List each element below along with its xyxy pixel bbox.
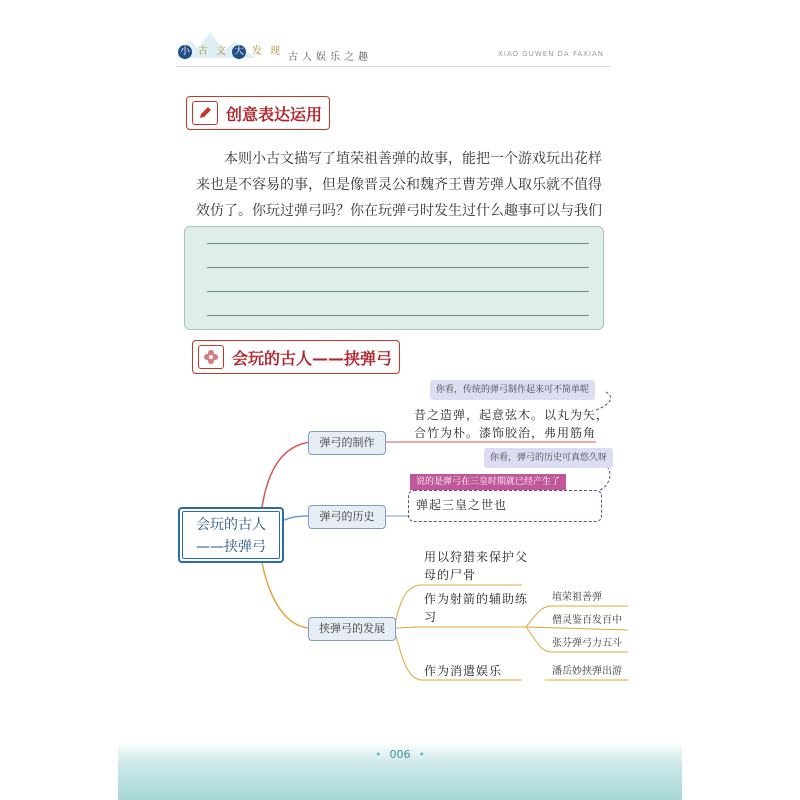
development-item: 母的尸骨 — [424, 568, 477, 582]
development-item: 习 — [424, 610, 438, 624]
comment-bubble-making: 你看，传统的弹弓制作起来可不简单呢 — [430, 380, 595, 400]
development-leaf: 潘岳妙挟弹出游 — [552, 666, 622, 677]
development-leaf: 埴荣祖善弹 — [552, 592, 602, 603]
branch-development: 挟弹弓的发展 — [308, 617, 396, 641]
series-char: 小 — [180, 46, 190, 57]
pinyin-header: XIAO GUWEN DA FAXIAN — [498, 50, 604, 58]
comment-bubble-history: 你看，弹弓的历史可真悠久呀 — [484, 448, 613, 468]
branch-making: 弹弓的制作 — [308, 431, 386, 455]
history-note-tag: 说的是弹弓在三皇时期就已经产生了 — [410, 474, 566, 490]
page-number: • 006 • — [375, 748, 425, 761]
page-number-value: 006 — [389, 748, 411, 761]
series-char: 发 — [252, 46, 262, 57]
development-item: 用以狩猎来保护父 — [424, 550, 529, 564]
center-line-2: ——挟弹弓 — [196, 539, 266, 555]
series-char: 古 — [198, 46, 208, 57]
series-char: 文 — [216, 46, 226, 57]
mindmap-center-node — [178, 507, 284, 563]
series-char: 现 — [270, 46, 280, 57]
section-title: 会玩的古人——挟弹弓 — [232, 348, 393, 368]
chapter-subtitle: 古人娱乐之趣 — [288, 52, 372, 63]
development-item: 作为消遣娱乐 — [424, 664, 503, 678]
development-leaf: 僧灵鉴百发百中 — [552, 615, 622, 626]
making-text-line-1: 昔之造弹，起意弦木。以丸为矢， — [414, 408, 610, 422]
prompt-paragraph: 本则小古文描写了埴荣祖善弹的故事，能把一个游戏玩出花样来也是不容易的事，但是像晋灵公和魏齐王曹芳弹人取乐就不值得效仿了。你玩过弹弓吗？你在玩弹弓时发生过什么趣事可以与我们 — [196, 151, 602, 219]
making-text-line-2: 合竹为朴。漆饰胶治，弗用筋角 — [414, 426, 597, 440]
center-line-1: 会玩的古人 — [196, 517, 266, 533]
history-text: 弹起三皇之世也 — [416, 498, 508, 512]
development-leaf: 张芬弹弓力五斗 — [552, 638, 622, 649]
section-title: 创意表达运用 — [226, 104, 323, 124]
branch-history: 弹弓的历史 — [308, 505, 386, 529]
series-char: 大 — [234, 46, 244, 57]
development-item: 作为射箭的辅助练 — [424, 592, 529, 606]
